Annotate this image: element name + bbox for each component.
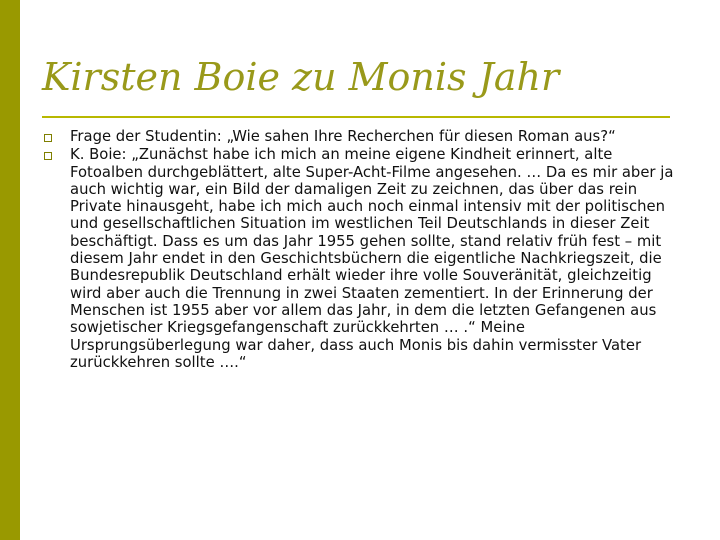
slide-title: Kirsten Boie zu Monis Jahr bbox=[42, 55, 560, 99]
bullet-item-answer bbox=[44, 146, 674, 371]
bullet-text: Frage der Studentin: „Wie sahen Ihre Recherchen für diesen Roman aus?“ bbox=[70, 128, 616, 145]
square-bullet-icon bbox=[44, 134, 52, 142]
slide-accent-bar bbox=[0, 0, 20, 540]
bullet-item-question bbox=[44, 128, 674, 145]
bullet-text: K. Boie: „Zunächst habe ich mich an meine eigene Kindheit erinnert, alte Fotoalben durchgeblättert, alte Super-Acht-Filme angesehen. … Da es mir aber ja auch wichtig war, ein Bild der damaligen Zeit zu zeichnen, das über das rein Private hinausgeht, habe ich mich auch noch einmal intensiv mit der politischen und gesellschaftlichen Situation im westlichen Teil Deutschlands in dieser Zeit beschäftigt. Dass es um das Jahr 1955 gehen sollte, stand relativ früh fest – mit diesem Jahr endet in den Geschichtsbüchern die eigentliche Nachkriegszeit, die Bundesrepublik Deutschland erhält wieder ihre volle Souveränität, gleichzeitig wird aber auch die Trennung in zwei Staaten zementiert. In der Erinnerung der Menschen ist 1955 aber vor allem das Jahr, in dem die letzten Gefangenen aus sowjetischer Kriegsgefangenschaft zurückkehrten … .“ Meine Ursprungsüberlegung war daher, dass auch Monis bis dahin vermisster Vater zurückkehren sollte ….“ bbox=[70, 146, 674, 371]
title-underline bbox=[42, 116, 670, 118]
square-bullet-icon bbox=[44, 152, 52, 160]
bullet-list bbox=[44, 128, 674, 372]
